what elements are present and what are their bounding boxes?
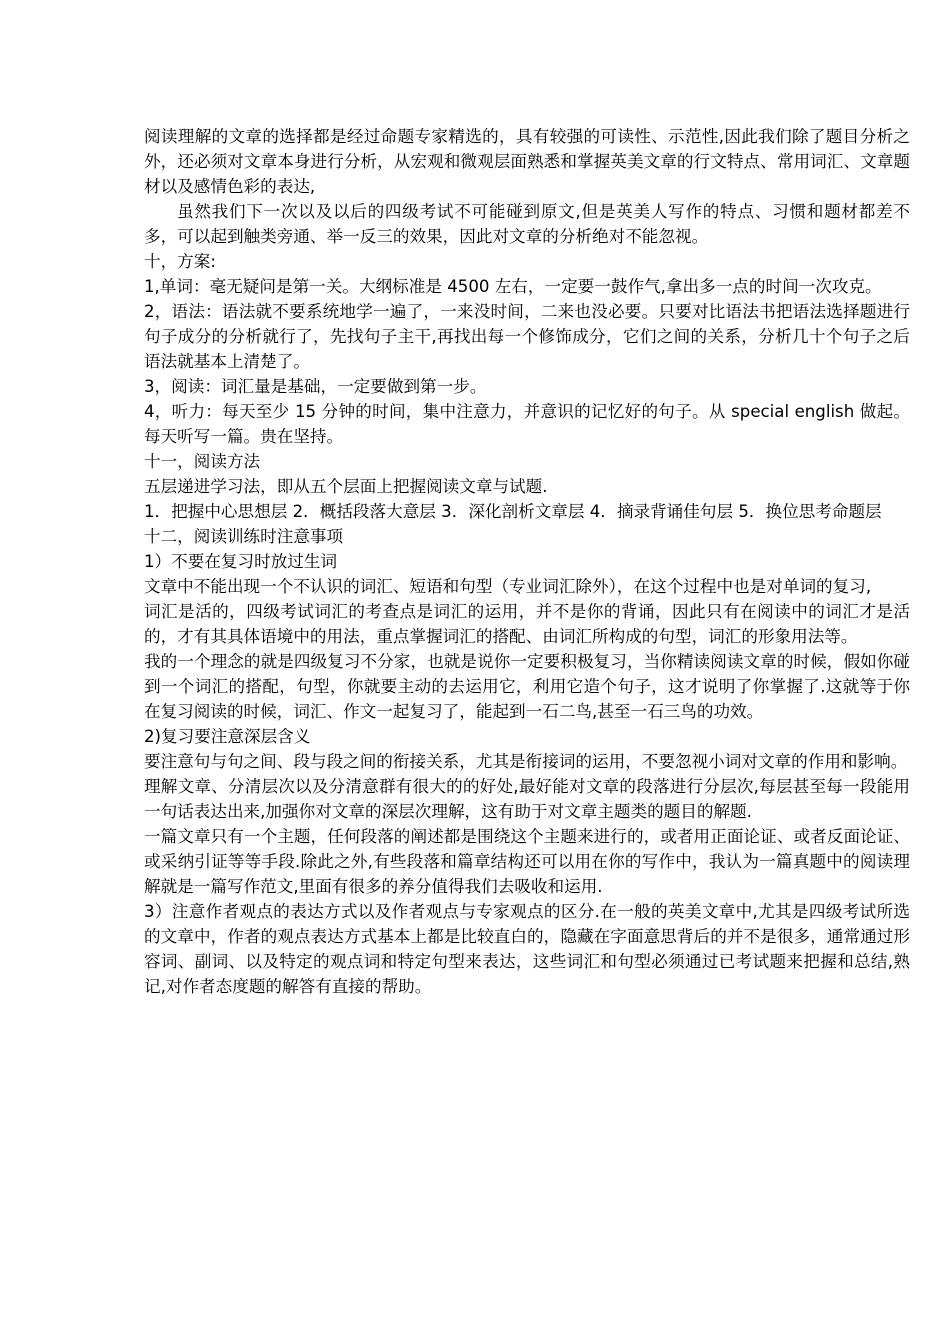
subheading-deep-meaning: 2)复习要注意深层含义: [144, 727, 311, 746]
list-item-reading: 3，阅读：词汇量是基础，一定要做到第一步。: [144, 377, 487, 396]
paragraph-five-levels: 五层递进学习法，即从五个层面上把握阅读文章与试题.: [144, 477, 548, 496]
paragraph-author-view: 3）注意作者观点的表达方式以及作者观点与专家观点的区分.在一般的英美文章中,尤其是四级考试所选的文章中，作者的观点表达方式基本上都是比较直白的，隐藏在字面意思背后的并不是很多，通常通过形容词、副词、以及特定的观点词和特定句型来表达，这些词汇和句型必须通过已考试题来把握和总结,熟记,对作者态度题的解答有直接的帮助。: [144, 902, 910, 996]
list-item-grammar: 2，语法：语法就不要系统地学一遍了，一来没时间，二来也没必要。只要对比语法书把语法选择题进行句子成分的分析就行了，先找句子主干,再找出每一个修饰成分，它们之间的关系，分析几十个句子之后语法就基本上清楚了。: [144, 302, 910, 371]
paragraph-vocabulary-usage: 词汇是活的，四级考试词汇的考查点是词汇的运用，并不是你的背诵，因此只有在阅读中的词汇才是活的，才有其具体语境中的用法，重点掌握词汇的搭配、由词汇所构成的句型，词汇的形象用法等。: [144, 602, 910, 646]
paragraph-original-text: 虽然我们下一次以及以后的四级考试不可能碰到原文,但是英美人写作的特点、习惯和题材都差不多，可以起到触类旁通、举一反三的效果，因此对文章的分析绝对不能忽视。: [144, 202, 910, 246]
paragraph-integrated-review: 我的一个理念的就是四级复习不分家，也就是说你一定要积极复习，当你精读阅读文章的时候，假如你碰到一个词汇的搭配，句型，你就要主动的去运用它，利用它造个句子，这才说明了你掌握了.这就等于你在复习阅读的时候，词汇、作文一起复习了，能起到一石二鸟,甚至一石三鸟的功效。: [144, 652, 910, 721]
heading-plan: 十，方案:: [144, 252, 216, 271]
list-item-vocabulary: 1,单词：毫无疑问是第一关。大纲标准是 4500 左右，一定要一鼓作气,拿出多一点的时间一次攻克。: [144, 277, 882, 296]
subheading-new-words: 1）不要在复习时放过生词: [144, 552, 338, 571]
list-five-levels: 1．把握中心思想层 2．概括段落大意层 3．深化剖析文章层 4．摘录背诵佳句层 5．换位思考命题层: [144, 502, 882, 521]
heading-training-notes: 十二，阅读训练时注意事项: [144, 527, 344, 546]
paragraph-intro: 阅读理解的文章的选择都是经过命题专家精选的，具有较强的可读性、示范性,因此我们除了题目分析之外，还必须对文章本身进行分析，从宏观和微观层面熟悉和掌握英美文章的行文特点、常用词汇、文章题材以及感情色彩的表达,: [144, 127, 910, 196]
heading-reading-method: 十一，阅读方法: [144, 452, 261, 471]
list-item-listening: 4，听力：每天至少 15 分钟的时间，集中注意力，并意识的记忆好的句子。从 special english 做起。每天听写一篇。贵在坚持。: [144, 402, 910, 446]
paragraph-structure: 理解文章、分清层次以及分清意群有很大的的好处,最好能对文章的段落进行分层次,每层甚至每一段能用一句话表达出来,加强你对文章的深层次理解，这有助于对文章主题类的题目的解题.: [144, 777, 910, 821]
paragraph-cohesion: 要注意句与句之间、段与段之间的衔接关系，尤其是衔接词的运用，不要忽视小词对文章的作用和影响。: [144, 752, 908, 771]
document-body: [144, 124, 910, 999]
paragraph-new-words: 文章中不能出现一个不认识的词汇、短语和句型（专业词汇除外），在这个过程中也是对单词的复习,: [144, 577, 872, 596]
paragraph-theme: 一篇文章只有一个主题，任何段落的阐述都是围绕这个主题来进行的，或者用正面论证、或者反面论证、或采纳引证等等手段.除此之外,有些段落和篇章结构还可以用在你的写作中，我认为一篇真题中的阅读理解就是一篇写作范文,里面有很多的养分值得我们去吸收和运用.: [144, 827, 910, 896]
